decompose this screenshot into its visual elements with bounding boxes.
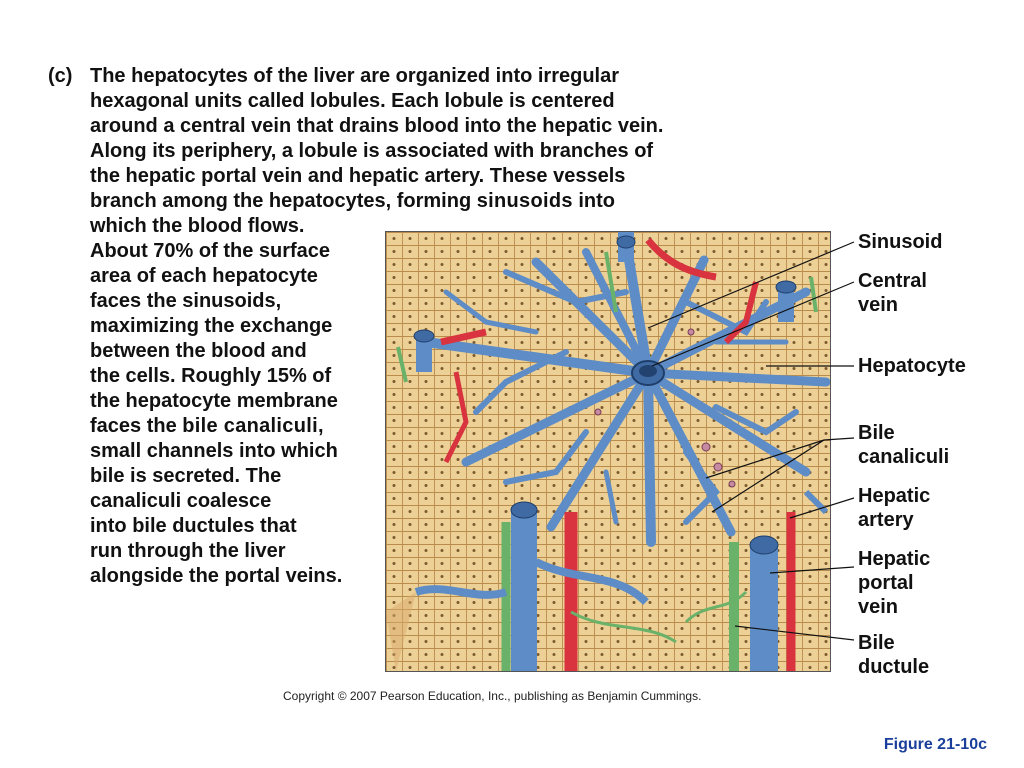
- caption-line: the cells. Roughly 15% of: [90, 365, 332, 387]
- caption-line: bile is secreted. The: [90, 465, 282, 487]
- lobule-drawing: [386, 232, 830, 671]
- label-sinusoid: [858, 230, 942, 254]
- label-line: Hepatic: [858, 485, 931, 507]
- caption-side: [90, 239, 382, 589]
- label-line: canaliculi: [858, 446, 950, 468]
- label-line: portal: [858, 572, 914, 594]
- caption-text: ,: [317, 415, 324, 437]
- label-hepatic-artery: [858, 484, 930, 532]
- copyright-notice: Copyright © 2007 Pearson Education, Inc., publishing as Benjamin Cummings.: [283, 689, 702, 703]
- caption-line: Along its periphery, a lobule is associated with branches of: [90, 140, 654, 162]
- term-bile-canaliculi: bile canaliculi: [182, 415, 318, 437]
- label-hepatocyte: [858, 354, 966, 378]
- part-marker: (c): [48, 65, 73, 87]
- label-bile-ductule: [858, 631, 929, 679]
- caption-line: between the blood and: [90, 340, 307, 362]
- term-sinusoids: sinusoids: [476, 190, 573, 212]
- label-hepatic-portal-vein: [858, 547, 930, 619]
- caption-line: canaliculi coalesce: [90, 490, 272, 512]
- label-line: vein: [858, 294, 899, 316]
- caption-text: into: [572, 190, 615, 212]
- caption-intro: [90, 64, 790, 239]
- label-line: artery: [858, 509, 914, 531]
- caption-line: area of each hepatocyte: [90, 265, 318, 287]
- figure-reference: Figure 21-10c: [883, 736, 987, 753]
- caption-line: [90, 189, 790, 214]
- central-vein-drawing: [632, 361, 664, 385]
- label-line: Hepatic: [858, 548, 931, 570]
- caption-line: The hepatocytes of the liver are organized into irregular: [90, 65, 620, 87]
- label-line: Central: [858, 270, 927, 292]
- label-line: vein: [858, 596, 899, 618]
- label-line: Sinusoid: [858, 231, 943, 253]
- caption-line: around a central vein that drains blood into the hepatic vein.: [90, 115, 664, 137]
- caption-line: the hepatocyte membrane: [90, 390, 338, 412]
- label-bile-canaliculi: [858, 421, 949, 469]
- caption-line: About 70% of the surface: [90, 240, 331, 262]
- caption-line: hexagonal units called lobules. Each lobule is centered: [90, 90, 615, 112]
- caption-text: branch among the hepatocytes, forming: [90, 190, 477, 212]
- caption-line: small channels into which: [90, 440, 338, 462]
- label-line: Bile: [858, 632, 895, 654]
- label-central-vein: [858, 269, 927, 317]
- caption-line: alongside the portal veins.: [90, 565, 343, 587]
- caption-line: maximizing the exchange: [90, 315, 333, 337]
- label-line: Hepatocyte: [858, 355, 966, 377]
- caption-line: [90, 414, 382, 439]
- caption-line: faces the sinusoids,: [90, 290, 282, 312]
- label-line: ductule: [858, 656, 930, 678]
- caption-line: which the blood flows.: [90, 215, 305, 237]
- caption-line: run through the liver: [90, 540, 286, 562]
- caption-line: the hepatic portal vein and hepatic artery. These vessels: [90, 165, 626, 187]
- liver-lobule-illustration: [385, 231, 831, 672]
- caption-line: into bile ductules that: [90, 515, 297, 537]
- caption-text: faces the: [90, 415, 183, 437]
- label-line: Bile: [858, 422, 895, 444]
